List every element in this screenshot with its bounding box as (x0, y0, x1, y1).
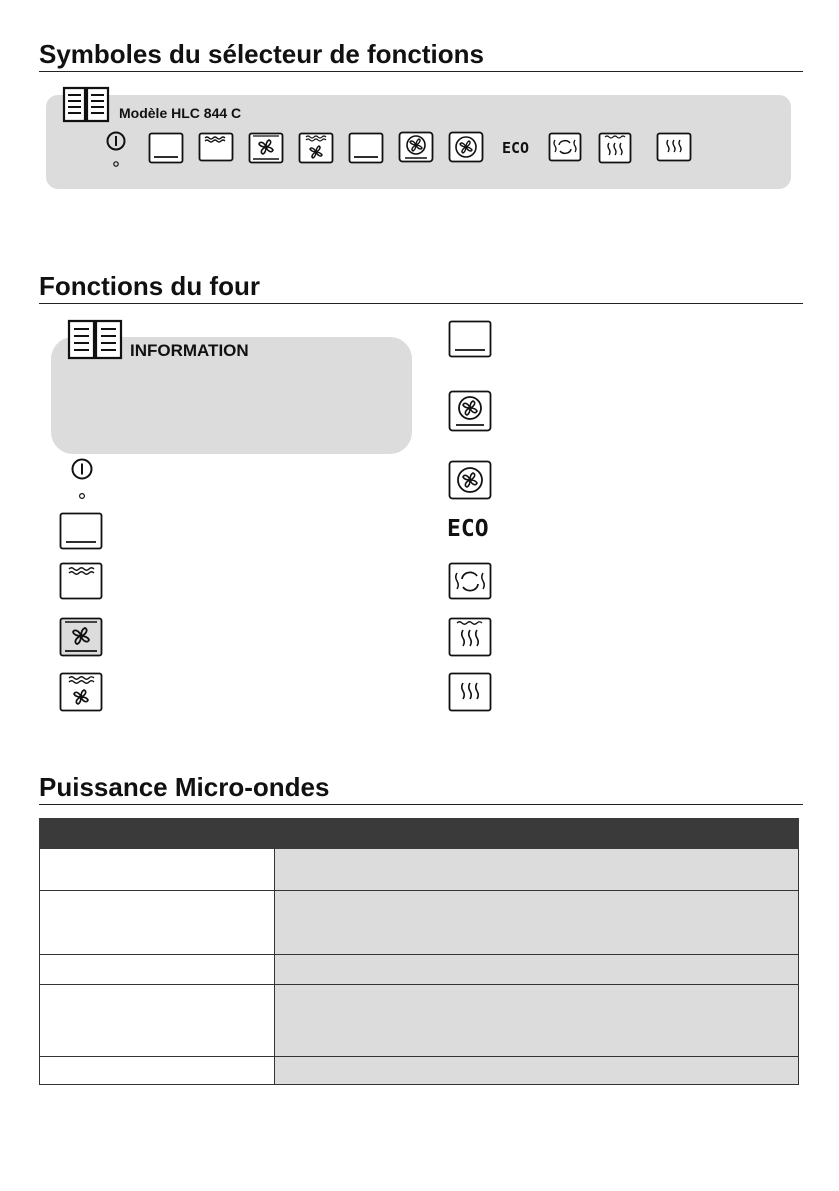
func-bottom-heat-icon (448, 320, 492, 358)
func-eco-icon: ECO (447, 516, 489, 542)
microwave-icon (656, 132, 692, 162)
table-cell (40, 849, 275, 891)
bottom-heat-icon (348, 132, 384, 164)
grill-icon (198, 132, 234, 162)
model-label: Modèle HLC 844 C (119, 105, 242, 121)
fan-bottom-heat-icon (248, 132, 284, 164)
microwave-grill-icon (598, 132, 632, 164)
table-row (40, 891, 799, 955)
defrost-icon (548, 132, 582, 162)
func-fan-oven-bottom-icon (448, 390, 492, 432)
power-off-icon (104, 130, 128, 170)
table-cell (40, 985, 275, 1057)
manual-book-icon (62, 85, 110, 125)
func-microwave-grill-icon (448, 617, 492, 657)
table-header-cell (275, 819, 799, 849)
fan-grill-icon (298, 132, 334, 164)
fan-oven-icon (448, 131, 484, 163)
table-cell (275, 849, 799, 891)
table-cell (275, 955, 799, 985)
table-row (40, 955, 799, 985)
fan-oven-bottom-icon (398, 131, 434, 163)
information-label: INFORMATION (130, 341, 249, 360)
func-defrost-icon (448, 562, 492, 600)
func-microwave-icon (448, 672, 492, 712)
func-fan-oven-icon (448, 460, 492, 500)
func-grill-icon (59, 562, 103, 600)
eco-icon: ECO (502, 139, 530, 157)
table-row (40, 1057, 799, 1085)
table-row (40, 985, 799, 1057)
table-header-cell (40, 819, 275, 849)
table-row (40, 849, 799, 891)
func-fan-grill-icon (59, 672, 103, 712)
table-cell (275, 985, 799, 1057)
power-section-title: Puissance Micro-ondes (39, 772, 803, 805)
table-cell (275, 1057, 799, 1085)
func-conventional-heat-icon (59, 512, 103, 550)
table-cell (40, 891, 275, 955)
func-power-off-icon (69, 458, 95, 502)
power-table (39, 818, 799, 1085)
table-cell (40, 955, 275, 985)
functions-section-title: Fonctions du four (39, 271, 803, 304)
table-cell (275, 891, 799, 955)
selector-section-title: Symboles du sélecteur de fonctions (39, 39, 803, 72)
conventional-heat-icon (148, 132, 184, 164)
information-book-icon (67, 318, 123, 362)
table-cell (40, 1057, 275, 1085)
func-fan-bottom-heat-icon (59, 617, 103, 657)
table-header-row (40, 819, 799, 849)
